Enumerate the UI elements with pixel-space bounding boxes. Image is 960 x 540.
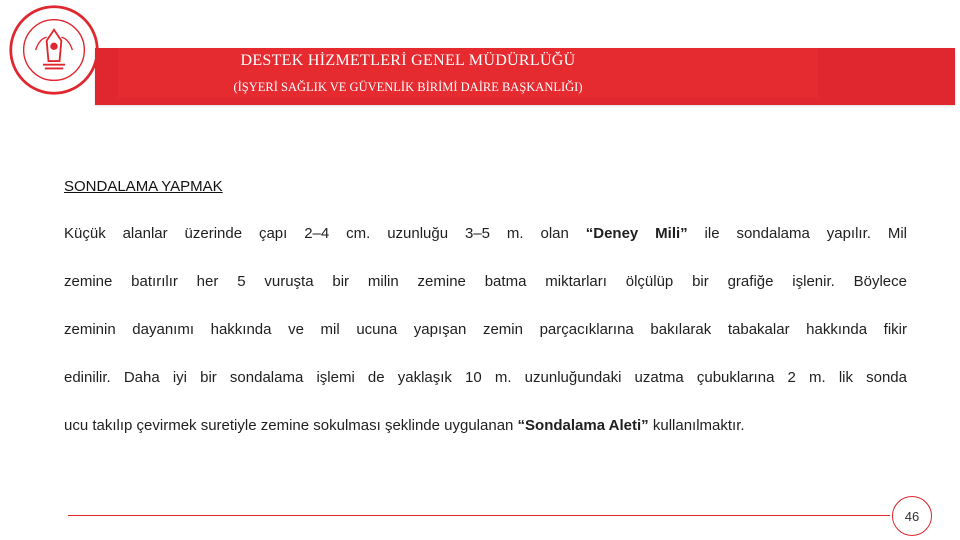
paragraph-line: Küçük alanlar üzerinde çapı 2–4 cm. uzunluğu 3–5 m. olan “Deney Mili” ile sondalama yapılır. Mil [64, 225, 907, 242]
paragraph-line: ucu takılıp çevirmek suretiyle zemine sokulması şeklinde uygulanan “Sondalama Aleti” kullanılmaktır. [64, 417, 745, 434]
section-title: SONDALAMA YAPMAK [64, 178, 223, 195]
page-number: 46 [904, 508, 920, 524]
page-number-badge [892, 496, 932, 536]
footer-divider [68, 515, 890, 516]
paragraph-line: zeminin dayanımı hakkında ve mil ucuna yapışan zemin parçacıklarına bakılarak tabakalar hakkında fikir [64, 321, 907, 338]
meb-seal-icon [8, 4, 100, 96]
paragraph-line: zemine batırılır her 5 vuruşta bir milin zemine batma miktarları ölçülüp bir grafiğe işlenir. Böylece [64, 273, 907, 290]
paragraph-line: edinilir. Daha iyi bir sondalama işlemi de yaklaşık 10 m. uzunluğundaki uzatma çubuklarına 2 m. lik sonda [64, 369, 907, 386]
header-subtitle: (İŞYERİ SAĞLIK VE GÜVENLİK BİRİMİ DAİRE BAŞKANLIĞI) [233, 80, 583, 94]
header-title: DESTEK HİZMETLERİ GENEL MÜDÜRLÜĞÜ [240, 52, 576, 69]
